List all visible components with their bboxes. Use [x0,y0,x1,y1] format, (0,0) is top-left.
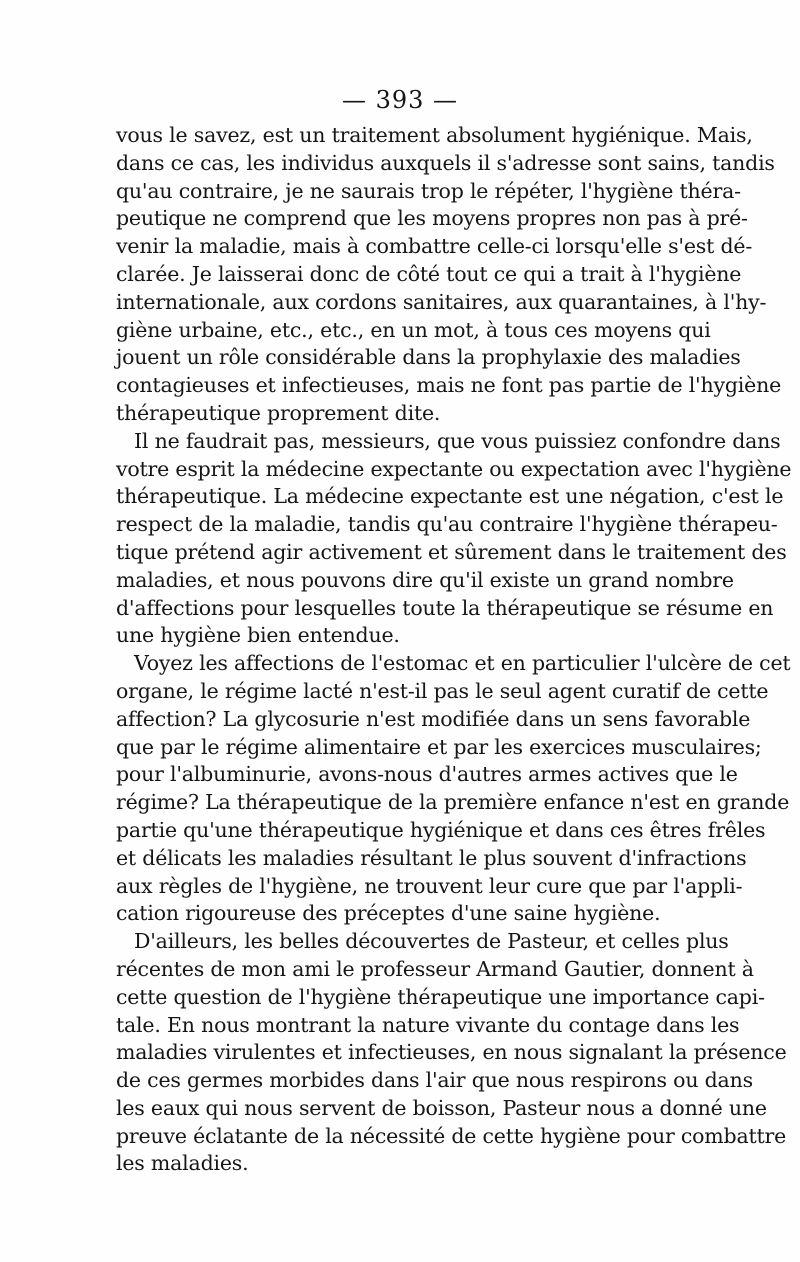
text-line: thérapeutique. La médecine expectante est une négation, c'est le [116,484,784,509]
text-line: contagieuses et infectieuses, mais ne font pas partie de l'hygiène [116,373,782,398]
page-number: — 393 — [341,86,459,114]
text-line: aux règles de l'hygiène, ne trouvent leur cure que par l'appli- [116,873,743,898]
text-line: thérapeutique proprement dite. [116,400,441,425]
text-line: cation rigoureuse des préceptes d'une saine hygiène. [116,901,661,926]
text-line: D'ailleurs, les belles découvertes de Pasteur, et celles plus [134,929,729,954]
text-line: jouent un rôle considérable dans la prophylaxie des maladies [116,345,741,370]
text-line: votre esprit la médecine expectante ou expectation avec l'hygiène [116,456,792,481]
text-line: giène urbaine, etc., etc., en un mot, à tous ces moyens qui [116,317,711,342]
text-line: clarée. Je laisserai donc de côté tout ce qui a trait à l'hygiène [116,261,742,286]
text-line: récentes de mon ami le professeur Armand Gautier, donnent à [116,956,754,981]
text-line: régime? La thérapeutique de la première enfance n'est en grande [116,790,790,815]
text-line: tale. En nous montrant la nature vivante du contage dans les [116,1012,740,1037]
text-line: peutique ne comprend que les moyens propres non pas à pré- [116,206,748,231]
text-line: affection? La glycosurie n'est modifiée dans un sens favorable [116,706,751,731]
text-line: maladies, et nous pouvons dire qu'il existe un grand nombre [116,567,734,592]
text-line: venir la maladie, mais à combattre celle-ci lorsqu'elle s'est dé- [116,234,753,259]
text-line: que par le régime alimentaire et par les exercices musculaires; [116,734,762,759]
text-line: internationale, aux cordons sanitaires, aux quarantaines, à l'hy- [116,289,767,314]
text-line: vous le savez, est un traitement absolument hygiénique. Mais, [116,123,753,147]
text-line: Il ne faudrait pas, messieurs, que vous puissiez confondre dans [134,428,781,453]
text-line: tique prétend agir activement et sûrement dans le traitement des [116,539,787,564]
text-line: et délicats les maladies résultant le plus souvent d'infractions [116,845,747,870]
text-line: d'affections pour lesquelles toute la thérapeutique se résume en [116,595,774,620]
text-line: les eaux qui nous servent de boisson, Pasteur nous a donné une [116,1095,767,1120]
text-line: qu'au contraire, je ne saurais trop le répéter, l'hygiène théra- [116,178,741,203]
text-line: dans ce cas, les individus auxquels il s'adresse sont sains, tandis [116,150,775,175]
text-line: respect de la maladie, tandis qu'au contraire l'hygiène thérapeu- [116,512,778,537]
text-line: pour l'albuminurie, avons-nous d'autres armes actives que le [116,762,738,787]
text-line: Voyez les affections de l'estomac et en particulier l'ulcère de cet [134,651,791,676]
text-line: cette question de l'hygiène thérapeutique une importance capi- [116,984,765,1009]
text-line: organe, le régime lacté n'est-il pas le seul agent curatif de cette [116,678,769,703]
text-line: de ces germes morbides dans l'air que nous respirons ou dans [116,1068,753,1093]
text-line: les maladies. [116,1151,249,1176]
text-line: preuve éclatante de la nécessité de cette hygiène pour combattre [116,1123,787,1148]
text-line: partie qu'une thérapeutique hygiénique et dans ces êtres frêles [116,817,766,842]
text-line: maladies virulentes et infectieuses, en nous signalant la présence [116,1040,787,1065]
body-text [116,122,792,1178]
text-line: une hygiène bien entendue. [116,623,400,648]
